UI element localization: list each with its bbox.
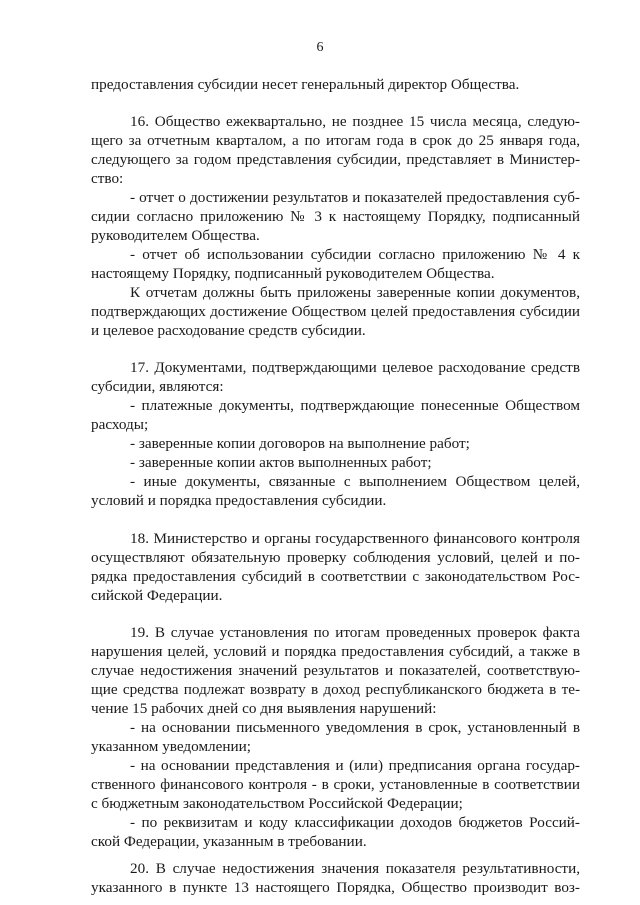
paragraph-line: К отчетам должны быть приложены заверенные копии документов,	[130, 284, 580, 301]
list-item-line: с бюджетным законодательством Российской Федерации;	[91, 795, 463, 812]
text-line: предоставления субсидии несет генеральный директор Общества.	[91, 76, 520, 93]
paragraph-19-line: чение 15 рабочих дней со дня выявления нарушений:	[91, 700, 437, 717]
paragraph-line: подтверждающих достижение Обществом целей предоставления субсидии	[91, 303, 580, 320]
list-item-line: расходы;	[91, 416, 149, 433]
paragraph-18-line: 18. Министерство и органы государственного финансового контроля	[130, 530, 580, 547]
list-item-line: - на основании представления и (или) предписания органа государ-	[130, 757, 580, 774]
paragraph-17-line: субсидии, являются:	[91, 378, 224, 395]
list-item-line: условий и порядка предоставления субсидии.	[91, 492, 387, 509]
paragraph-19-line: 19. В случае установления по итогам проведенных проверок факта	[130, 624, 580, 641]
list-item-line: настоящему Порядку, подписанный руководителем Общества.	[91, 265, 495, 282]
list-item-line: руководителем Общества.	[91, 227, 260, 244]
list-item-line: - платежные документы, подтверждающие понесенные Обществом	[130, 397, 580, 414]
paragraph-20-line: 20. В случае недостижения значения показателя результативности,	[130, 860, 580, 877]
list-item-line: - иные документы, связанные с выполнением Обществом целей,	[130, 473, 580, 490]
list-item-line: - заверенные копии актов выполненных работ;	[130, 454, 432, 471]
list-item-line: ской Федерации, указанным в требовании.	[91, 833, 367, 850]
list-item-line: указанном уведомлении;	[91, 738, 251, 755]
list-item-line: - по реквизитам и коду классификации доходов бюджетов Россий-	[130, 814, 580, 831]
paragraph-19-line: нарушения целей, условий и порядка предоставления субсидий, а также в	[91, 643, 580, 660]
paragraph-16-line: 16. Общество ежеквартально, не позднее 15 числа месяца, следую-	[130, 113, 580, 130]
paragraph-18-line: сийской Федерации.	[91, 587, 223, 604]
list-item-line: - заверенные копии договоров на выполнение работ;	[130, 435, 470, 452]
paragraph-16-line: щего за отчетным кварталом, а по итогам года в срок до 25 января года,	[91, 132, 580, 149]
list-item-line: сидии согласно приложению № 3 к настоящему Порядку, подписанный	[91, 208, 580, 225]
paragraph-16-line: ство:	[91, 170, 124, 187]
paragraph-17-line: 17. Документами, подтверждающими целевое расходование средств	[130, 359, 580, 376]
paragraph-16-line: следующего за годом представления субсидии, представляет в Министер-	[91, 151, 580, 168]
list-item-line: - отчет об использовании субсидии согласно приложению № 4 к	[130, 246, 580, 263]
paragraph-19-line: щие средства подлежат возврату в доход республиканского бюджета в те-	[91, 681, 580, 698]
paragraph-18-line: осуществляют обязательную проверку соблюдения условий, целей и по-	[91, 549, 580, 566]
paragraph-20-line: указанного в пункте 13 настоящего Порядка, Общество производит воз-	[91, 879, 580, 896]
list-item-line: - отчет о достижении результатов и показателей предоставления суб-	[130, 189, 580, 206]
list-item-line: ственного финансового контроля - в сроки, установленные в соответствии	[91, 776, 580, 793]
paragraph-line: и целевое расходование средств субсидии.	[91, 322, 366, 339]
paragraph-18-line: рядка предоставления субсидий в соответствии с законодательством Рос-	[91, 568, 580, 585]
page-number: 6	[316, 40, 324, 55]
list-item-line: - на основании письменного уведомления в срок, установленный в	[130, 719, 580, 736]
paragraph-19-line: случае недостижения значений результатов и показателей, соответствую-	[91, 662, 580, 679]
